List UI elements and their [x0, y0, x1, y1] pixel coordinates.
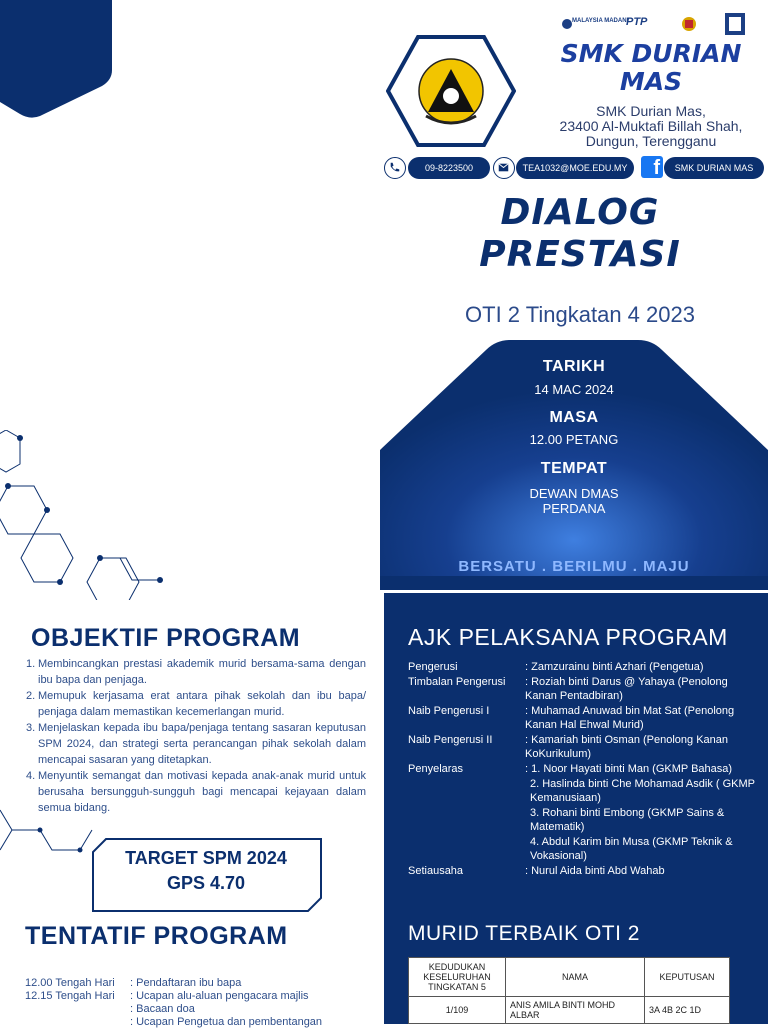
hex-network-decoration: [0, 430, 190, 600]
table-cell: 1/109: [409, 997, 506, 1024]
ajk-member: : 1. Noor Hayati binti Man (GKMP Bahasa): [525, 763, 733, 775]
tempat-line-2: PERDANA: [542, 501, 606, 516]
murid-terbaik-title: MURID TERBAIK OTI 2: [408, 922, 640, 945]
tempat-label: TEMPAT: [540, 460, 608, 477]
malaysia-madani-logo-icon: [562, 12, 572, 36]
tentatif-time: 12.15 Tengah Hari: [25, 990, 115, 1002]
ajk-member: 3. Rohani binti Embong (GKMP Sains & Matematik): [530, 807, 725, 833]
table-header: NAMA: [506, 958, 645, 997]
objektif-text: Menyuntik semangat dan motivasi kepada anak-anak murid untuk berusaha bersungguh-sungguh bagi mencapai kejayaan dalam semua bidang.: [38, 770, 366, 814]
target-gps-value: GPS 4.70: [166, 873, 246, 893]
ajk-role: Setiausaha: [408, 865, 464, 877]
objektif-list: [26, 656, 366, 816]
email-address[interactable]: TEA1032@MOE.EDU.MY: [516, 157, 634, 179]
target-spm-label: TARGET SPM 2024: [125, 848, 287, 868]
table-header: KEDUDUKAN KESELURUHAN TINGKATAN 5: [409, 958, 506, 997]
tempat-line-1: DEWAN DMAS: [529, 486, 619, 501]
objektif-text: Menjelaskan kepada ibu bapa/penjaga tentang sasaran keputusan SPM 2024, dan strategi serta perancangan pihak sekolah dalam mencapai sasaran yang ditetapkan.: [38, 722, 366, 766]
objektif-title: OBJEKTIF PROGRAM: [31, 624, 301, 652]
address-line-2: 23400 Al-Muktafi Billah Shah,: [559, 118, 743, 134]
tentatif-desc: : Pendaftaran ibu bapa: [130, 977, 242, 989]
ajk-role: Naib Pengerusi I: [408, 705, 490, 717]
masa-label: MASA: [549, 409, 599, 426]
partner-logos: [560, 12, 750, 38]
coat-of-arms-icon: [680, 12, 698, 36]
phone-icon: [384, 157, 406, 179]
ptp-logo-text: PTP: [626, 16, 648, 28]
address-line-3: Dungun, Terengganu: [585, 133, 717, 149]
objektif-item: 2. Memupuk kerjasama erat antara pihak sekolah dan ibu bapa/ penjaga dalam memastikan kecemerlangan murid.: [26, 690, 366, 718]
objektif-text: Memupuk kerjasama erat antara pihak sekolah dan ibu bapa/ penjaga dalam memastikan kecemerlangan murid.: [38, 690, 366, 718]
ajk-role: Timbalan Pengerusi: [408, 676, 506, 688]
ajk-member: : Kamariah binti Osman (Penolong Kanan KoKurikulum): [525, 734, 729, 760]
phone-number[interactable]: 09-8223500: [408, 157, 490, 179]
facebook-page[interactable]: SMK DURIAN MAS: [664, 157, 764, 179]
tentatif-title: TENTATIF PROGRAM: [25, 922, 288, 950]
objektif-item: 4. Menyuntik semangat dan motivasi kepada anak-anak murid untuk berusaha bersungguh-sungguh bagi mencapai kejayaan dalam semua bidang.: [26, 770, 366, 814]
email-icon: [493, 157, 515, 179]
ajk-role: Naib Pengerusi II: [408, 734, 493, 746]
tentatif-time: 12.00 Tengah Hari: [25, 977, 115, 989]
dialog-subtitle: OTI 2 Tingkatan 4 2023: [465, 302, 695, 327]
ajk-title: AJK PELAKSANA PROGRAM: [408, 624, 728, 650]
school-logo: [386, 34, 516, 148]
ajk-role: Penyelaras: [408, 763, 464, 775]
tentatif-desc: : Ucapan Pengetua dan pembentangan: [130, 1016, 323, 1028]
ajk-member: : Roziah binti Darus @ Yahaya (Penolong Kanan Pentadbiran): [525, 676, 728, 702]
objektif-text: Membincangkan prestasi akademik murid bersama-sama dengan ibu bapa dan penjaga.: [38, 658, 366, 686]
facebook-icon: f: [641, 156, 663, 178]
school-address: [520, 104, 768, 149]
objektif-item: 1. Membincangkan prestasi akademik murid bersama-sama dengan ibu bapa dan penjaga.: [26, 658, 366, 686]
ajk-member: 4. Abdul Karim bin Musa (GKMP Teknik & Vokasional): [530, 836, 733, 862]
title-line-1: DIALOG: [500, 192, 660, 233]
ajk-member: 2. Haslinda binti Che Mohamad Asdik ( GKMP Kemanusiaan): [530, 778, 755, 804]
tarikh-label: TARIKH: [542, 358, 606, 375]
partner-logo-madani-text: MALAYSIA MADANI: [572, 18, 629, 24]
objektif-item: 3. Menjelaskan kepada ibu bapa/penjaga tentang sasaran keputusan SPM 2024, dan strategi serta perancangan pihak sekolah dalam mencapai sasaran yang ditetapkan.: [26, 722, 366, 766]
anniversary-logo-icon: [724, 12, 746, 36]
address-line-1: SMK Durian Mas,: [596, 103, 706, 119]
dialog-title: [420, 192, 740, 276]
tentatif-desc: : Bacaan doa: [130, 1003, 195, 1015]
tarikh-value: 14 MAC 2024: [534, 382, 614, 397]
corner-decoration: [0, 0, 112, 118]
ajk-role: Pengerusi: [408, 661, 458, 673]
school-name: SMK DURIAN MAS: [560, 39, 742, 96]
table-row: [409, 997, 730, 1024]
ajk-member: : Nurul Aida binti Abd Wahab: [525, 865, 665, 877]
ajk-member: : Zamzurainu binti Azhari (Pengetua): [525, 661, 704, 673]
table-header-row: [409, 958, 730, 997]
ajk-member: : Muhamad Anuwad bin Mat Sat (Penolong Kanan Hal Ehwal Murid): [525, 705, 735, 731]
masa-value: 12.00 PETANG: [529, 432, 619, 447]
tentatif-desc: : Ucapan alu-aluan pengacara majlis: [130, 990, 309, 1002]
table-cell: ANIS AMILA BINTI MOHD ALBAR: [506, 997, 645, 1024]
table-cell: 3A 4B 2C 1D: [645, 997, 730, 1024]
murid-terbaik-table: [408, 957, 730, 1024]
title-line-2: PRESTASI: [479, 234, 681, 275]
table-header: KEPUTUSAN: [645, 958, 730, 997]
school-motto: BERSATU . BERILMU . MAJU: [458, 558, 690, 575]
